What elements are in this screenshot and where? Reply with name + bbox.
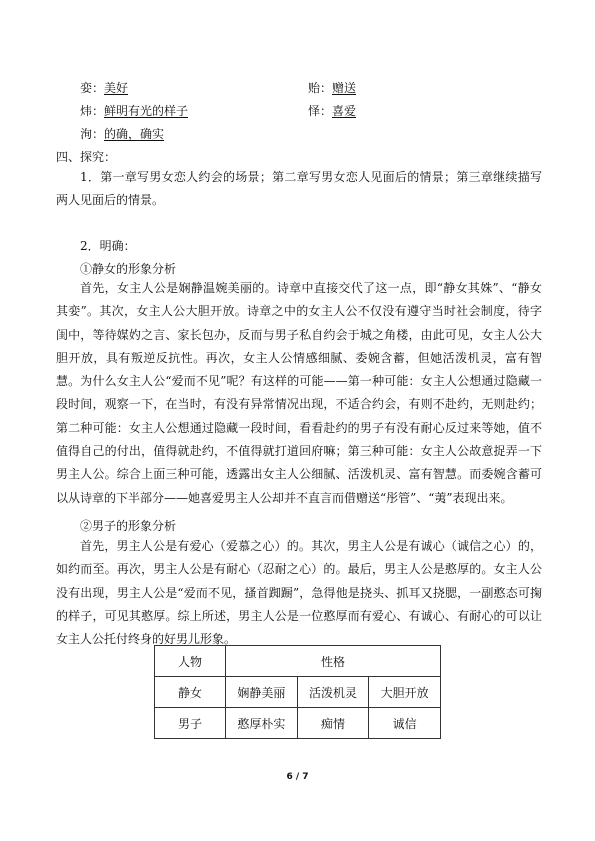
glossary-entry [308,81,356,95]
glossary-term: 贻： [308,81,333,95]
page-number: 6 / 7 [286,772,309,782]
glossary-definition: 鲜明有光的样子 [104,104,189,118]
glossary-term: 怿： [308,104,333,118]
glossary-term: 洵： [80,127,105,141]
table-row [155,708,441,739]
table-cell: 痴情 [297,708,369,739]
glossary-term: 炜： [80,104,105,118]
table-cell: 活泼机灵 [297,677,369,708]
table-header-row [155,646,441,677]
table-header-cell: 性格 [226,646,441,677]
table-cell: 静女 [155,677,226,708]
glossary-entry [80,81,128,95]
glossary-definition: 喜爱 [332,104,357,118]
glossary-term: 娈： [80,81,105,95]
body-paragraph: 首先，女主人公是娴静温婉美丽的。诗章中直接交代了这一点，即“静女其姝”、“静女其娈”。其次，女主人公大胆开放。诗章之中的女主人公不仅没有遵守当时社会制度，待字闺中，等待媒妁之言、家长包办，反而与男子私自约会于城之角楼，由此可见，女主人公大胆开放，具有叛逆反抗性。再次，女主人公情感细腻、委婉含蓄，但她活泼机灵，富有智慧。为什么女主人公“爱而不见”呢？有这样的可能——第一种可能：女主人公想通过隐藏一段时间，观察一下，在当时，有没有异常情况出现，不适合约会，有则不赴约，无则赴约；第二种可能：女主人公想通过隐藏一段时间，看看赴约的男子有没有耐心反过来等她，值不值得自己的付出，值得就赴约，不值得就打道回府嘛；第三种可能：女主人公故意捉弄一下男主人公。综合上面三种可能，透露出女主人公细腻、活泼机灵、富有智慧。而委婉含蓄可以从诗章的下半部分——她喜爱男主人公却并不直言而借赠送“彤管”、“荑”表现出来。 [56,281,542,505]
table-cell: 大胆开放 [369,677,441,708]
answer-label-2: 2．明确： [80,239,136,253]
table-cell: 憨厚朴实 [226,708,298,739]
character-table [154,645,441,739]
table-cell: 诚信 [369,708,441,739]
section-heading: 四、探究： [56,150,117,164]
glossary-entry [308,104,356,118]
subsection-heading: ①静女的形象分析 [80,262,177,276]
glossary-entry [80,127,164,141]
answer-paragraph-1: 1．第一章写男女恋人约会的场景；第二章写男女恋人见面后的情景；第三章继续描写两人见面后的情景。 [56,170,542,208]
body-paragraph: 首先，男主人公是有爱心（爱慕之心）的。其次，男主人公是有诚心（诚信之心）的，如约而至。再次，男主人公是有耐心（忍耐之心）的。最后，男主人公是憨厚的。女主人公没有出现，男主人公是“爱而不见，搔首踟蹰”，急得他是挠头、抓耳又挠腮，一副憨态可掬的样子，可见其憨厚。综上所述，男主人公是一位憨厚而有爱心、有诚心、有耐心的可以让女主人公托付终身的好男儿形象。 [56,539,542,647]
table-row [155,677,441,708]
subsection-heading: ②男子的形象分析 [80,519,177,533]
glossary-definition: 的确，确实 [104,127,165,141]
table-cell: 娴静美丽 [226,677,298,708]
table-header-cell: 人物 [155,646,226,677]
glossary-definition: 美好 [104,81,129,95]
glossary-definition: 赠送 [332,81,357,95]
glossary-entry [80,104,188,118]
table-cell: 男子 [155,708,226,739]
